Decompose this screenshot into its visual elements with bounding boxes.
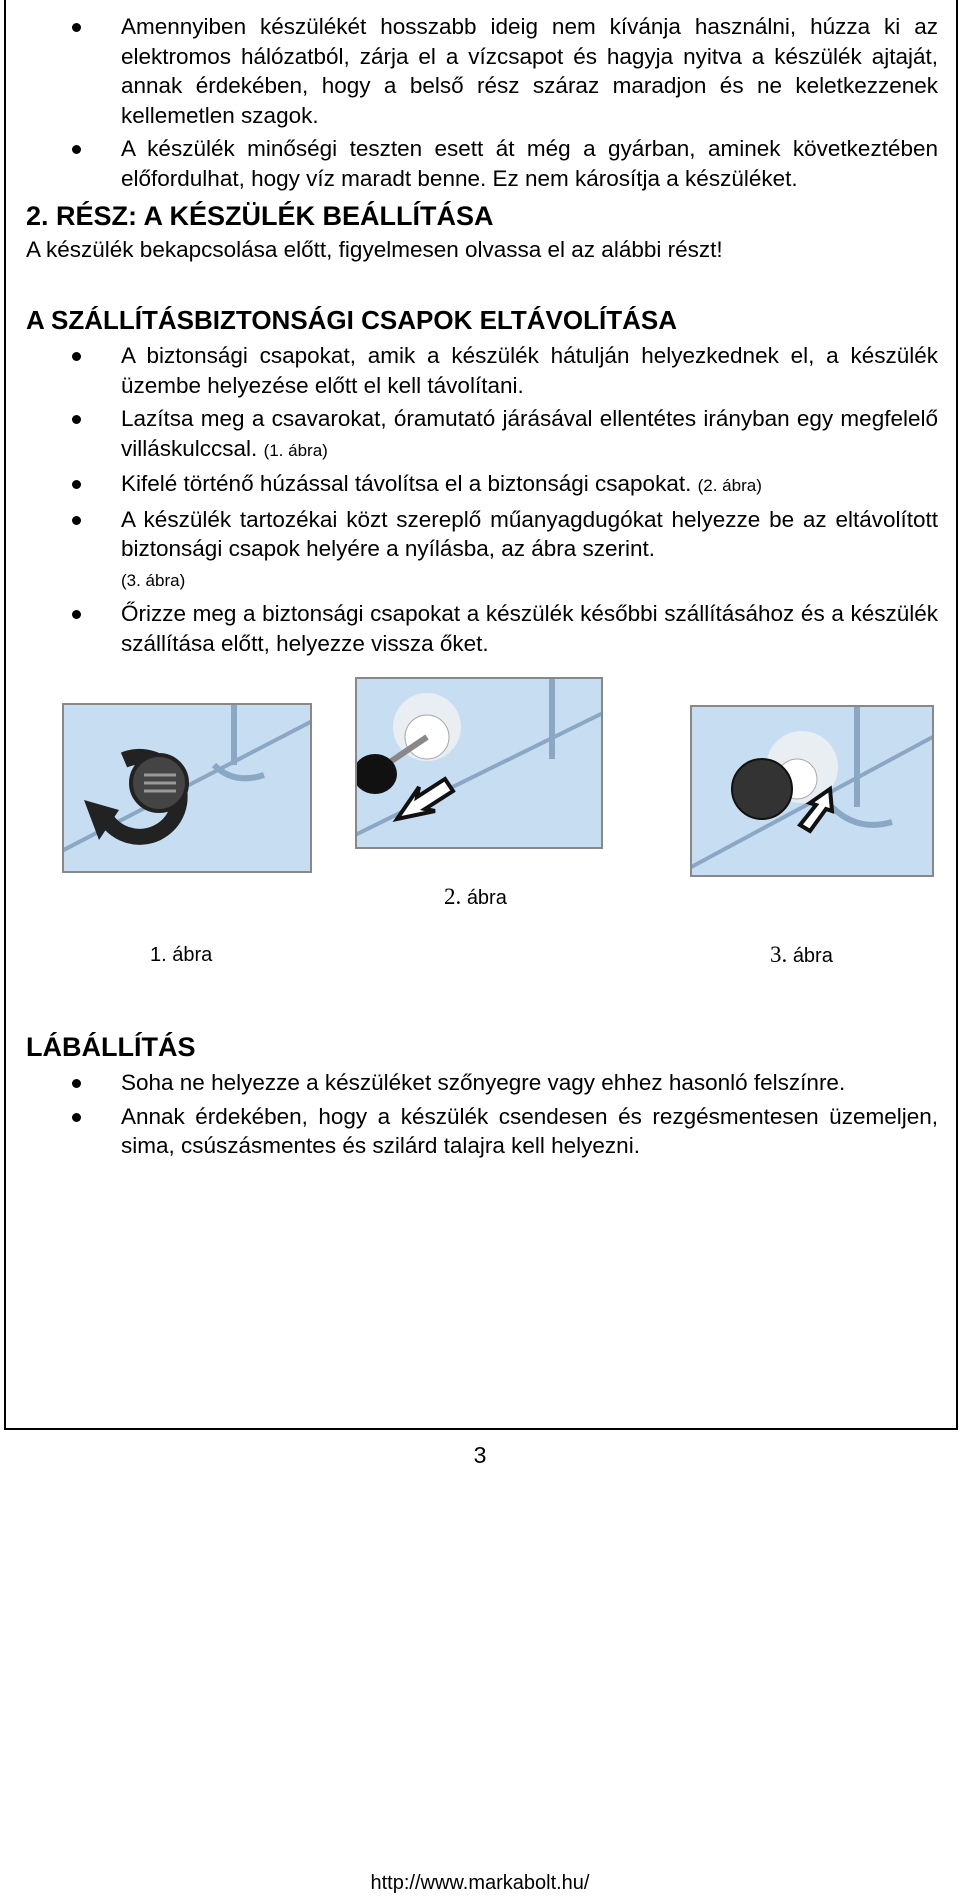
- bullet-icon: [72, 1079, 81, 1088]
- page-number: 3: [473, 1442, 487, 1468]
- intro-list: [26, 12, 938, 193]
- leveling-list: [26, 1068, 938, 1161]
- list-item: [26, 469, 938, 501]
- bullet-icon: [72, 415, 81, 424]
- figure-ref: (3. ábra): [121, 570, 186, 590]
- figure-1-caption: [150, 944, 212, 967]
- list-item: [26, 404, 938, 465]
- figure-word: ábra: [172, 944, 213, 966]
- figure-1-image: [62, 703, 312, 873]
- list-item-text: Annak érdekében, hogy a készülék csendesen és rezgésmentesen üzemeljen, sima, csúszásmentes és szilárd talajra kell helyezni.: [121, 1103, 938, 1158]
- list-item-text: Kifelé történő húzással távolítsa el a biztonsági csapokat.: [121, 471, 692, 496]
- figure-word: ábra: [466, 887, 507, 909]
- bullet-icon: [72, 23, 81, 32]
- bullet-icon: [72, 352, 81, 361]
- figure-2-caption: [444, 884, 507, 910]
- list-item-text: A készülék tartozékai közt szereplő műanyagdugókat helyezze be az eltávolított biztonsági csapok helyére a nyílásba, az ábra szerint.: [121, 506, 938, 561]
- bullet-icon: [72, 480, 81, 489]
- list-item: [26, 341, 938, 400]
- leveling-title: LÁBÁLLÍTÁS: [26, 1032, 196, 1062]
- figure-number: 1.: [150, 944, 167, 966]
- list-item-text: A biztonsági csapokat, amik a készülék hátulján helyezkednek el, a készülék üzembe helyezése előtt el kell távolítani.: [121, 343, 938, 398]
- figure-ref: (1. ábra): [263, 440, 328, 460]
- pull-out-pin-illustration-icon: [357, 679, 601, 847]
- list-item-text: Őrizze meg a biztonsági csapokat a készülék későbbi szállításához és a készülék szállítása előtt, helyezze vissza őket.: [121, 601, 938, 656]
- figure-2-image: [355, 677, 603, 849]
- figure-ref: (2. ábra): [697, 476, 762, 495]
- content: [26, 12, 938, 662]
- list-item: [26, 599, 938, 658]
- insert-plug-illustration-icon: [692, 707, 932, 875]
- leveling-section: [26, 1030, 938, 1165]
- figure-3-image: [690, 705, 934, 877]
- bullet-icon: [72, 1113, 81, 1122]
- figure-3-caption: [770, 942, 833, 968]
- figure-number: 3.: [770, 942, 788, 967]
- bullet-icon: [72, 610, 81, 619]
- figure-number: 2.: [444, 884, 462, 909]
- figure-word: ábra: [792, 945, 833, 967]
- list-item: [26, 1068, 938, 1098]
- list-item: [26, 12, 938, 130]
- section-title: 2. RÉSZ: A KÉSZÜLÉK BEÁLLÍTÁSA: [26, 201, 494, 231]
- bullet-icon: [72, 145, 81, 154]
- transport-title: A SZÁLLÍTÁSBIZTONSÁGI CSAPOK ELTÁVOLÍTÁSA: [26, 305, 677, 335]
- footer-url: http://www.markabolt.hu/: [370, 1872, 590, 1894]
- transport-list: [26, 341, 938, 658]
- list-item: [26, 1102, 938, 1161]
- bullet-icon: [72, 516, 81, 525]
- section-intro: A készülék bekapcsolása előtt, figyelmesen olvassa el az alábbi részt!: [26, 237, 723, 262]
- list-item-text: A készülék minőségi teszten esett át még a gyárban, aminek következtében előfordulhat, hogy víz maradt benne. Ez nem károsítja a készüléket.: [121, 136, 938, 191]
- list-item: [26, 505, 938, 596]
- unscrew-illustration-icon: [64, 705, 310, 871]
- list-item: [26, 134, 938, 193]
- list-item-text: Lazítsa meg a csavarokat, óramutató járásával ellentétes irányban egy megfelelő villáskulccsal.: [121, 406, 938, 461]
- list-item-text: Soha ne helyezze a készüléket szőnyegre vagy ehhez hasonló felszínre.: [121, 1070, 846, 1095]
- list-item-text: Amennyiben készülékét hosszabb ideig nem kívánja használni, húzza ki az elektromos hálózatból, zárja el a vízcsapot és hagyja nyitva a készülék ajtaját, annak érdekében, hogy a belső rész száraz maradjon és ne keletkezzenek kellemetlen szagok.: [121, 14, 938, 128]
